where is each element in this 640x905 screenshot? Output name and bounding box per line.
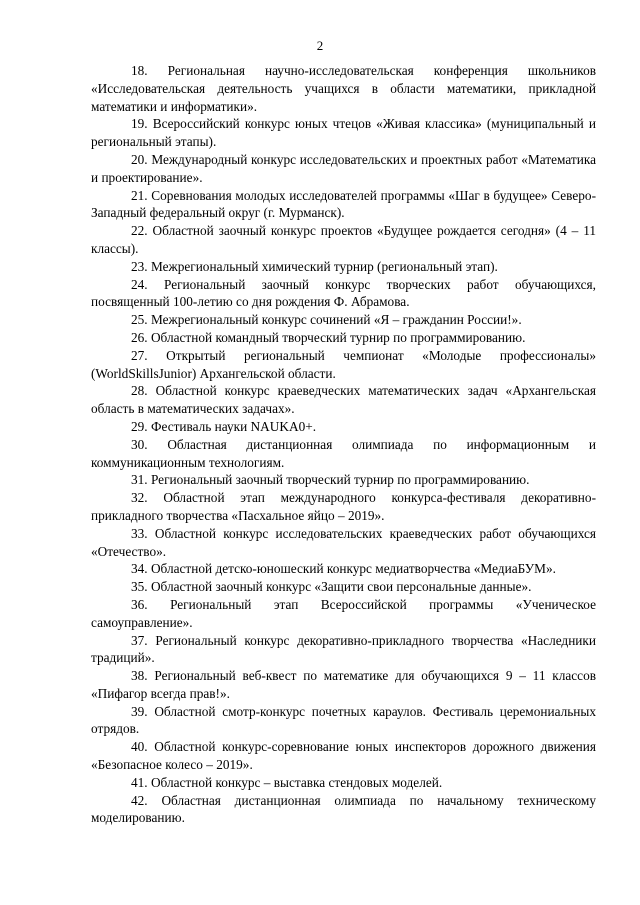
item-text: Региональный заочный конкурс творческих работ обучающихся, посвященный 100-летию со дня рождения Ф. Абрамова. — [91, 276, 596, 310]
list-item — [91, 329, 596, 347]
list-item — [91, 738, 596, 774]
list-item — [91, 703, 596, 739]
list-item — [91, 489, 596, 525]
item-number: 42. — [131, 792, 148, 808]
item-text: Региональный заочный творческий турнир по программированию. — [150, 472, 530, 488]
item-text: Областной детско-юношеский конкурс медиатворчества «МедиаБУМ». — [150, 561, 556, 577]
list-item — [91, 774, 596, 792]
list-item — [91, 347, 596, 383]
item-number: 38. — [131, 668, 148, 684]
item-number: 20. — [131, 151, 148, 167]
item-text: Областной конкурс-соревнование юных инспекторов дорожного движения «Безопасное колесо – 2019». — [91, 739, 596, 773]
item-text: Региональная научно-исследовательская конференция школьников «Исследовательская деятельность учащихся в области математики, прикладной математики и информатики». — [91, 63, 596, 114]
list-item — [91, 596, 596, 632]
item-number: 33. — [131, 525, 148, 541]
item-number: 40. — [131, 739, 148, 755]
item-text: Областной конкурс исследовательских краеведческих работ обучающихся «Отечество». — [91, 525, 597, 559]
item-number: 28. — [131, 383, 148, 399]
item-number: 34. — [131, 561, 148, 577]
item-text: Областная дистанционная олимпиада по информационным и коммуникационным технологиям. — [91, 436, 596, 470]
item-text: Областной этап международного конкурса-фестиваля декоративно-прикладного творчества «Пасхальное яйцо – 2019». — [91, 490, 597, 523]
page-number: 2 — [316, 38, 324, 53]
list-item — [91, 62, 596, 115]
item-text: Областной заочный конкурс «Защити свои персональные данные». — [150, 579, 532, 595]
item-number: 41. — [131, 774, 148, 790]
item-text: Открытый региональный чемпионат «Молодые профессионалы» (WorldSkillsJunior) Архангельской области. — [91, 347, 597, 381]
item-number: 24. — [131, 276, 148, 292]
item-text: Межрегиональный конкурс сочинений «Я – гражданин России!». — [150, 312, 522, 328]
list-item — [91, 578, 596, 596]
item-number: 21. — [131, 187, 148, 203]
list-item — [91, 436, 596, 472]
list-item — [91, 311, 596, 329]
item-number: 18. — [131, 63, 148, 78]
item-number: 39. — [131, 703, 148, 719]
list-item — [91, 151, 596, 187]
item-text: Областной конкурс краеведческих математических задач «Архангельская область в математических задачах». — [91, 383, 596, 417]
item-number: 27. — [131, 347, 148, 363]
list-item — [91, 115, 596, 151]
list-item — [91, 222, 596, 258]
item-number: 35. — [131, 579, 148, 595]
list-item — [91, 418, 596, 436]
list-item — [91, 382, 596, 418]
item-text: Областной конкурс – выставка стендовых моделей. — [150, 774, 443, 790]
item-number: 37. — [131, 632, 148, 648]
list-item — [91, 667, 596, 703]
event-list — [91, 62, 596, 827]
item-number: 29. — [131, 418, 148, 434]
list-item — [91, 276, 596, 312]
item-text: Областной заочный конкурс проектов «Будущее рождается сегодня» (4 – 11 классы). — [91, 223, 597, 256]
item-number: 26. — [131, 329, 148, 345]
item-text: Областная дистанционная олимпиада по начальному техническому моделированию. — [91, 792, 596, 826]
list-item — [91, 258, 596, 276]
item-number: 31. — [131, 472, 148, 488]
item-text: Фестиваль науки NAUKA0+. — [150, 418, 317, 434]
list-item — [91, 632, 596, 668]
item-number: 19. — [131, 116, 148, 132]
item-text: Соревнования молодых исследователей программы «Шаг в будущее» Северо-Западный федеральный округ (г. Мурманск). — [91, 187, 596, 221]
list-item — [91, 471, 596, 489]
item-number: 30. — [131, 436, 148, 452]
item-text: Областной смотр-конкурс почетных караулов. Фестиваль церемониальных отрядов. — [91, 703, 596, 737]
item-text: Региональный этап Всероссийской программы «Ученическое самоуправление». — [91, 596, 596, 630]
list-item — [91, 187, 596, 223]
item-text: Международный конкурс исследовательских и проектных работ «Математика и проектирование». — [91, 151, 596, 185]
item-number: 23. — [131, 258, 148, 274]
item-text: Региональный конкурс декоративно-прикладного творчества «Наследники традиций». — [91, 632, 596, 666]
list-item — [91, 525, 596, 561]
item-number: 36. — [131, 596, 148, 612]
item-text: Межрегиональный химический турнир (региональный этап). — [150, 258, 498, 274]
item-text: Всероссийский конкурс юных чтецов «Живая классика» (муниципальный и региональный этапы). — [91, 116, 596, 150]
item-number: 22. — [131, 223, 148, 239]
item-text: Областной командный творческий турнир по программированию. — [150, 329, 526, 345]
list-item — [91, 792, 596, 828]
item-number: 25. — [131, 312, 148, 328]
item-number: 32. — [131, 490, 148, 506]
list-item — [91, 560, 596, 578]
item-text: Региональный веб-квест по математике для обучающихся 9 – 11 классов «Пифагор всегда прав!». — [91, 668, 597, 701]
